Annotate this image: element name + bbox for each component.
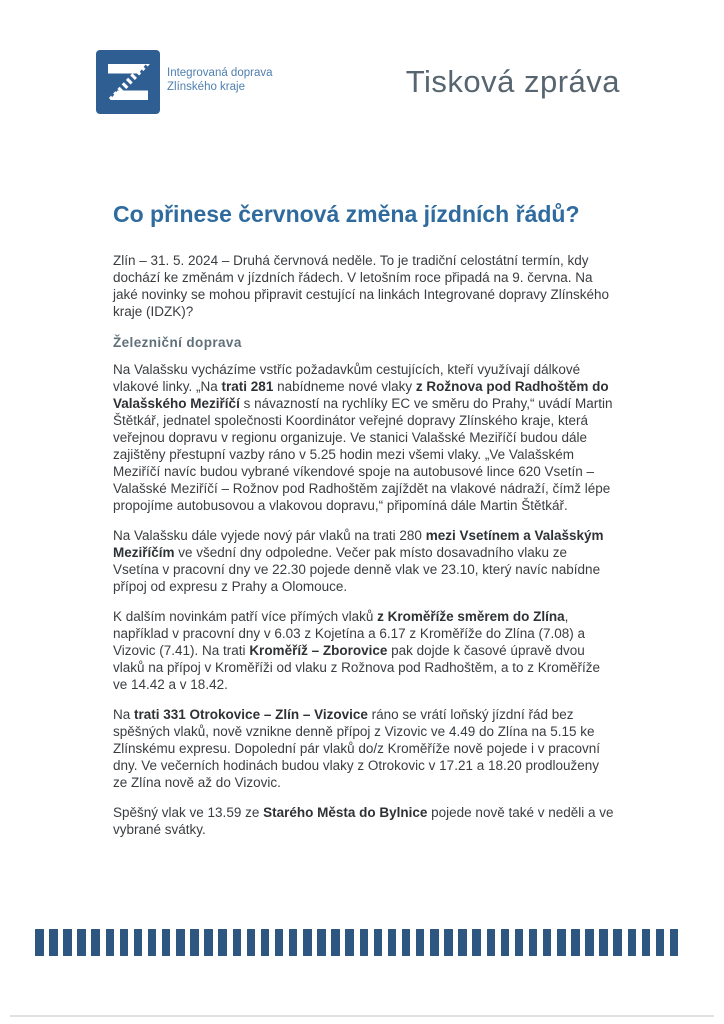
barcode-bar [613,929,622,956]
barcode-bar [670,929,679,956]
article-paragraph [113,608,616,693]
barcode-bar [233,929,242,956]
barcode-bar [501,929,510,956]
paragraph-list [113,361,616,838]
text-run: , například v pracovní dny v 6.03 z Kojetína a 6.17 z Kroměříže do Zlína (7.08) a Vizovic (7.41). Na trati [113,609,586,658]
barcode-bar [628,929,637,956]
barcode-bar [360,929,369,956]
text-run: Spěšný vlak ve 13.59 ze [113,805,264,820]
text-run: pojede nově také v neděli a ve vybrané svátky. [113,805,614,837]
article-paragraph [113,361,616,514]
bold-run: trati 331 Otrokovice – Zlín – Vizovice [134,707,368,722]
article-paragraph [113,527,616,595]
barcode-bar [148,929,157,956]
logo-org-line1: Integrovaná doprava [167,67,273,79]
barcode-bar [515,929,524,956]
article-paragraph [113,804,616,838]
barcode-bar [247,929,256,956]
barcode-bar [345,929,354,956]
barcode-bar [190,929,199,956]
text-run: ve všední dny odpoledne. Večer pak místo dosavadního vlaku ze Vsetína v pracovní dny ve 22.30 pojede denně vlak ve 23.10, který navíc nabídne přípoj od expresu z Prahy a Olomouce. [113,545,601,594]
bold-run: trati 281 [221,379,274,394]
barcode-bar [543,929,552,956]
barcode-bar [218,929,227,956]
barcode-bar [472,929,481,956]
barcode-bar [303,929,312,956]
barcode-bar [162,929,171,956]
bold-run: z Kroměříže směrem do Zlína [377,609,565,624]
barcode-bar [91,929,100,956]
document-type-title: Tisková zpráva [405,64,620,99]
footer-barcode [35,929,679,956]
barcode-bar [77,929,86,956]
barcode-bar [63,929,72,956]
article [113,200,616,851]
barcode-bar [585,929,594,956]
barcode-bar [289,929,298,956]
bold-run: mezi Vsetínem a Valašským Meziříčím [113,528,604,560]
logo-org-line2: Zlínského kraje [167,81,245,93]
barcode-bar [444,929,453,956]
barcode-bar [49,929,58,956]
logo-org-name [167,66,273,94]
barcode-bar [261,929,270,956]
lead-paragraph: Zlín – 31. 5. 2024 – Druhá červnová neděle. To je tradiční celostátní termín, kdy dochází ke změnám v jízdních řádech. V letošním roce připadá na 9. června. Na jaké novinky se mohou připravit cestující na linkách Integrované dopravy Zlínského kraje (IDZK)? [113,253,610,319]
barcode-bar [458,929,467,956]
article-paragraph [113,706,616,791]
text-run: nabídneme nové vlaky [273,379,416,394]
barcode-bar [331,929,340,956]
bold-run: z Rožnova pod Radhoštěm do Valašského Meziříčí [113,379,609,411]
section-heading: Železniční doprava [113,335,242,350]
page-bottom-scan-line [10,1015,714,1017]
barcode-bar [106,929,115,956]
text-run: Na Valašsku vycházíme vstříc požadavkům cestujících, kteří využívají dálkové vlakové linky. „Na [113,362,581,394]
barcode-bar [402,929,411,956]
barcode-bar [571,929,580,956]
barcode-bar [557,929,566,956]
barcode-bar [35,929,44,956]
barcode-bar [599,929,608,956]
barcode-bar [416,929,425,956]
barcode-bar [204,929,213,956]
text-run: Na Valašsku dále vyjede nový pár vlaků na trati 280 [113,528,426,543]
text-run: pak dojde k časové úpravě dvou vlaků na přípoj v Kroměříži od vlaku z Rožnova pod Radhoštěm, a to z Kroměříže ve 14.42 a v 18.42. [113,643,600,692]
text-run: ráno se vrátí loňský jízdní řád bez spěšných vlaků, nově vznikne denně přípoj z Vizovic ve 4.49 do Zlína na 5.15 ke Zlínskému expresu. Dopolední pár vlaků do/z Kroměříže nově pojede i v pracovní dny. Ve večerních hodinách budou vlaky z Otrokovic v 17.21 a 18.20 prodlouženy ze Zlína nově až do Vizovic. [113,707,601,790]
text-run: Na [113,707,135,722]
barcode-bar [388,929,397,956]
text-run: s návazností na rychlíky EC ve směru do Prahy,“ uvádí Martin Štětkář, jednatel společnosti Koordinátor veřejné dopravy Zlínského kraje, která veřejnou dopravu v regionu organizuje. Ve stanici Valašské Meziříčí budou dále zajištěny přestupní vazby ráno v 5.25 hodin mezi všemi vlaky. „Ve Valašském Meziříčí navíc budou vybrané víkendové spoje na autobusové lince 620 Vsetín – Valašské Meziříčí – Rožnov pod Radhoštěm zajíždět na vlakové nádraží, čímž lépe propojíme autobusovou a vlakovou dopravu,“ připomíná dále Martin Štětkář. [113,396,613,513]
bold-run: Starého Města do Bylnice [263,805,428,820]
bold-run: Kroměříž – Zborovice [249,643,388,658]
barcode-bar [430,929,439,956]
text-run: K dalším novinkám patří více přímých vlaků [113,609,378,624]
barcode-bar [176,929,185,956]
barcode-bar [275,929,284,956]
barcode-bar [374,929,383,956]
barcode-bar [317,929,326,956]
article-title: Co přinese červnová změna jízdních řádů? [113,201,580,227]
barcode-bar [134,929,143,956]
barcode-bar [120,929,129,956]
idzk-logo-icon [96,50,160,114]
barcode-bar [656,929,665,956]
barcode-bar [642,929,651,956]
barcode-bar [487,929,496,956]
barcode-bar [529,929,538,956]
